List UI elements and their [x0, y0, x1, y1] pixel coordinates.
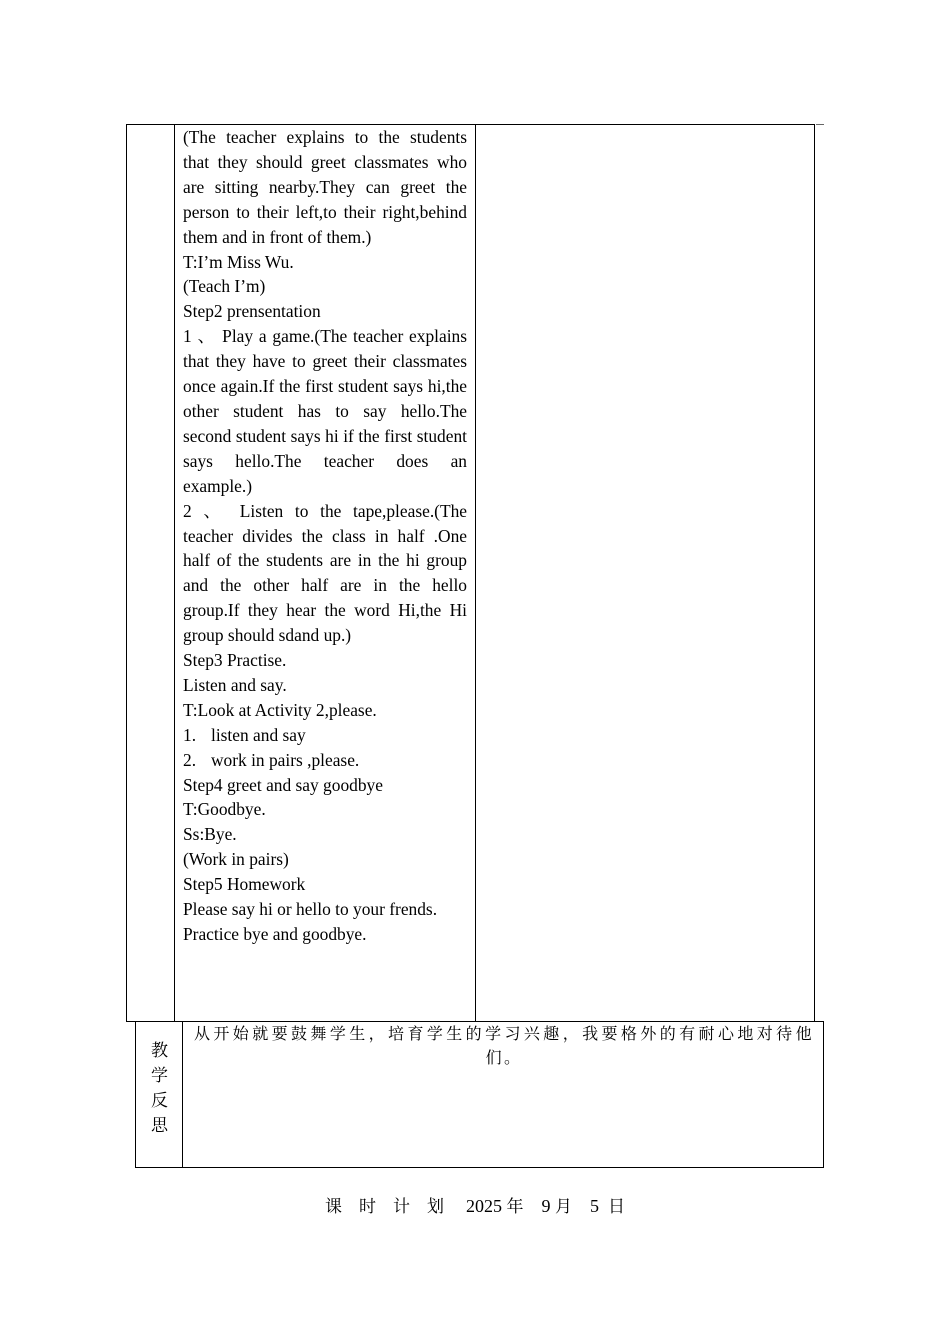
- footer-date-line: [0, 1193, 950, 1220]
- footer-year-unit: 年: [506, 1197, 524, 1217]
- lesson-paragraph: (Teach I’m): [183, 276, 266, 297]
- reflection-right-border: [823, 1021, 824, 1168]
- footer-day-unit: 日: [608, 1197, 625, 1217]
- lesson-paragraph: 2 、 Listen to the tape,please.(The teacher divides the class in half .One half of the students are in the hi group and the other half are in the hello group.If they hear the word Hi,the Hi group should sdand up.): [183, 500, 467, 646]
- footer-label: 课 时 计 划: [325, 1197, 444, 1217]
- reflection-label: 教学反思: [151, 1040, 168, 1136]
- list-text: work in pairs ,please.: [211, 749, 360, 770]
- list-number: 2.: [183, 749, 197, 770]
- lesson-paragraph: (Work in pairs): [183, 849, 289, 870]
- lesson-paragraph: Step4 greet and say goodbye: [183, 774, 383, 795]
- lesson-paragraph: Please say hi or hello to your frends.: [183, 899, 438, 920]
- column-divider-1: [174, 124, 175, 1022]
- lesson-list-item: [183, 748, 467, 773]
- footer-year: 2025: [466, 1196, 502, 1216]
- lesson-paragraph: Step2 prensentation: [183, 301, 321, 322]
- table-left-border: [126, 124, 127, 1022]
- lesson-paragraph: Step5 Homework: [183, 874, 306, 895]
- list-number: 1.: [183, 724, 197, 745]
- lesson-paragraph: Listen and say.: [183, 674, 287, 695]
- footer-day: 5: [590, 1196, 599, 1216]
- footer-month: 9: [541, 1196, 551, 1216]
- table-top-border-stub: [816, 124, 824, 125]
- lesson-paragraph: T:Goodbye.: [183, 799, 266, 820]
- lesson-paragraph: T:Look at Activity 2,please.: [183, 699, 377, 720]
- lesson-paragraph: Step3 Practise.: [183, 650, 287, 671]
- lesson-paragraph: Practice bye and goodbye.: [183, 924, 367, 944]
- footer-month-unit: 月: [555, 1197, 572, 1217]
- lesson-paragraph: 1 、 Play a game.(The teacher explains that they have to greet their classmates once again.If the first student says hi,the other student has to say hello.The second student says hi if the first student says hello.The teacher does an example.): [183, 326, 467, 496]
- reflection-text: 从开始就要鼓舞学生，培育学生的学习兴趣，我要格外的有耐心地对待他们。: [194, 1024, 814, 1067]
- column-divider-2: [475, 124, 476, 1022]
- lesson-paragraph: (The teacher explains to the students that they should greet classmates who are sitting nearby.They can greet the person to their left,to their right,behind them and in front of them.): [183, 127, 467, 247]
- lesson-paragraph: T:I’m Miss Wu.: [183, 251, 294, 272]
- lesson-procedure: [183, 125, 467, 947]
- table-bottom-border: [135, 1167, 824, 1168]
- lesson-paragraph: Ss:Bye.: [183, 824, 237, 845]
- reflection-label-cell: [136, 1022, 183, 1167]
- lesson-list-item: [183, 723, 467, 748]
- list-text: listen and say: [211, 724, 306, 745]
- table-right-border: [814, 124, 815, 1022]
